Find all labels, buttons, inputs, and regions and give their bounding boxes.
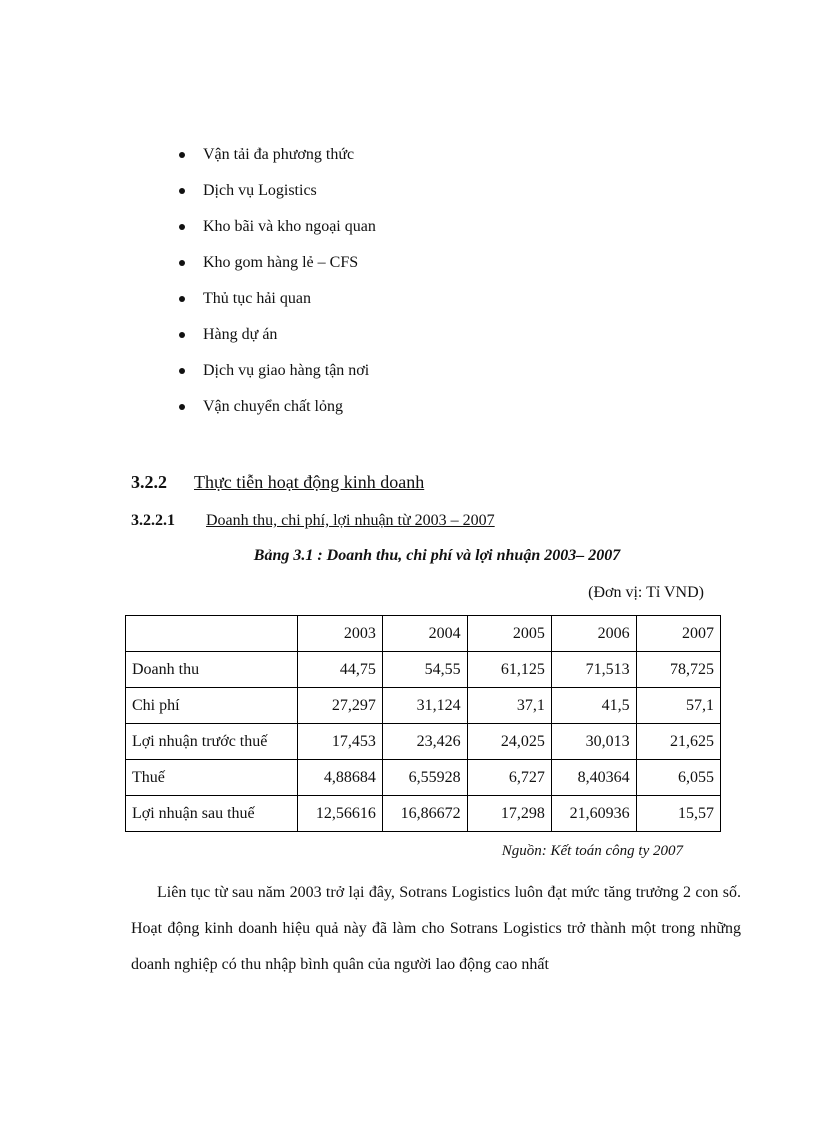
section-number: 3.2.2: [131, 472, 167, 492]
table-row: [126, 724, 721, 760]
list-item-text: Dịch vụ giao hàng tận nơi: [203, 362, 370, 379]
subsection-title: Doanh thu, chi phí, lợi nhuận từ 2003 – 2007: [206, 512, 495, 529]
table-corner-cell: [126, 616, 298, 652]
row-label: Thuế: [126, 760, 298, 796]
list-item-text: Kho gom hàng lẻ – CFS: [203, 254, 359, 271]
table-cell: 17,453: [298, 724, 383, 760]
table-cell: 6,055: [636, 760, 720, 796]
year-header: 2004: [382, 616, 467, 652]
list-item: [177, 395, 376, 431]
table-source: Nguồn: Kết toán công ty 2007: [501, 843, 683, 859]
table-row: [126, 796, 721, 832]
list-item-text: Vận tải đa phương thức: [203, 146, 355, 163]
table-header-row: [126, 616, 721, 652]
table-cell: 78,725: [636, 652, 720, 688]
table-cell: 8,40364: [551, 760, 636, 796]
paragraph-text: Liên tục từ sau năm 2003 trở lại đây, Sotrans Logistics luôn đạt mức tăng trưởng 2 con số. Hoạt động kinh doanh hiệu quả này đã làm cho Sotrans Logistics trở thành một trong những doanh nghiệp có thu nhập bình quân của người lao động cao nhất: [131, 884, 741, 973]
table-cell: 21,60936: [551, 796, 636, 832]
list-item: [177, 287, 376, 323]
year-header: 2003: [298, 616, 383, 652]
list-item-text: Dịch vụ Logistics: [203, 182, 317, 199]
list-item: [177, 359, 376, 395]
year-header: 2005: [467, 616, 551, 652]
list-item: [177, 215, 376, 251]
list-item-text: Vận chuyển chất lỏng: [203, 398, 343, 415]
table-cell: 31,124: [382, 688, 467, 724]
year-header: 2006: [551, 616, 636, 652]
row-label: Doanh thu: [126, 652, 298, 688]
table-cell: 17,298: [467, 796, 551, 832]
bullet-icon: [179, 332, 185, 338]
list-item-text: Kho bãi và kho ngoại quan: [203, 218, 376, 235]
row-label: Lợi nhuận trước thuế: [126, 724, 298, 760]
table-caption: Bảng 3.1 : Doanh thu, chi phí và lợi nhuận 2003– 2007: [253, 547, 621, 564]
row-label: Lợi nhuận sau thuế: [126, 796, 298, 832]
row-label: Chi phí: [126, 688, 298, 724]
list-item-text: Hàng dự án: [203, 326, 278, 343]
bullet-icon: [179, 152, 185, 158]
table-cell: 16,86672: [382, 796, 467, 832]
service-list: [177, 143, 376, 431]
table-cell: 24,025: [467, 724, 551, 760]
bullet-icon: [179, 260, 185, 266]
year-header: 2007: [636, 616, 720, 652]
table-cell: 6,55928: [382, 760, 467, 796]
bullet-icon: [179, 296, 185, 302]
table-cell: 15,57: [636, 796, 720, 832]
bullet-icon: [179, 404, 185, 410]
table-row: [126, 688, 721, 724]
subsection-number: 3.2.2.1: [131, 512, 175, 529]
table-cell: 54,55: [382, 652, 467, 688]
body-paragraph: [131, 875, 741, 983]
list-item: [177, 251, 376, 287]
table-cell: 4,88684: [298, 760, 383, 796]
table-cell: 6,727: [467, 760, 551, 796]
bullet-icon: [179, 368, 185, 374]
table-cell: 21,625: [636, 724, 720, 760]
table-cell: 61,125: [467, 652, 551, 688]
table-cell: 71,513: [551, 652, 636, 688]
table-cell: 30,013: [551, 724, 636, 760]
bullet-icon: [179, 224, 185, 230]
list-item: [177, 179, 376, 215]
table-cell: 27,297: [298, 688, 383, 724]
table-cell: 23,426: [382, 724, 467, 760]
list-item: [177, 323, 376, 359]
section-title: Thực tiễn hoạt động kinh doanh: [194, 472, 425, 492]
table-cell: 57,1: [636, 688, 720, 724]
table-row: [126, 760, 721, 796]
table-cell: 44,75: [298, 652, 383, 688]
table-cell: 12,56616: [298, 796, 383, 832]
section-heading: [131, 470, 424, 494]
subsection-heading: [131, 510, 495, 532]
table-cell: 41,5: [551, 688, 636, 724]
financial-table: [125, 615, 721, 832]
table-unit: (Đơn vị: Tỉ VND): [588, 584, 704, 601]
bullet-icon: [179, 188, 185, 194]
list-item-text: Thủ tục hải quan: [203, 290, 311, 307]
list-item: [177, 143, 376, 179]
table-row: [126, 652, 721, 688]
table-cell: 37,1: [467, 688, 551, 724]
